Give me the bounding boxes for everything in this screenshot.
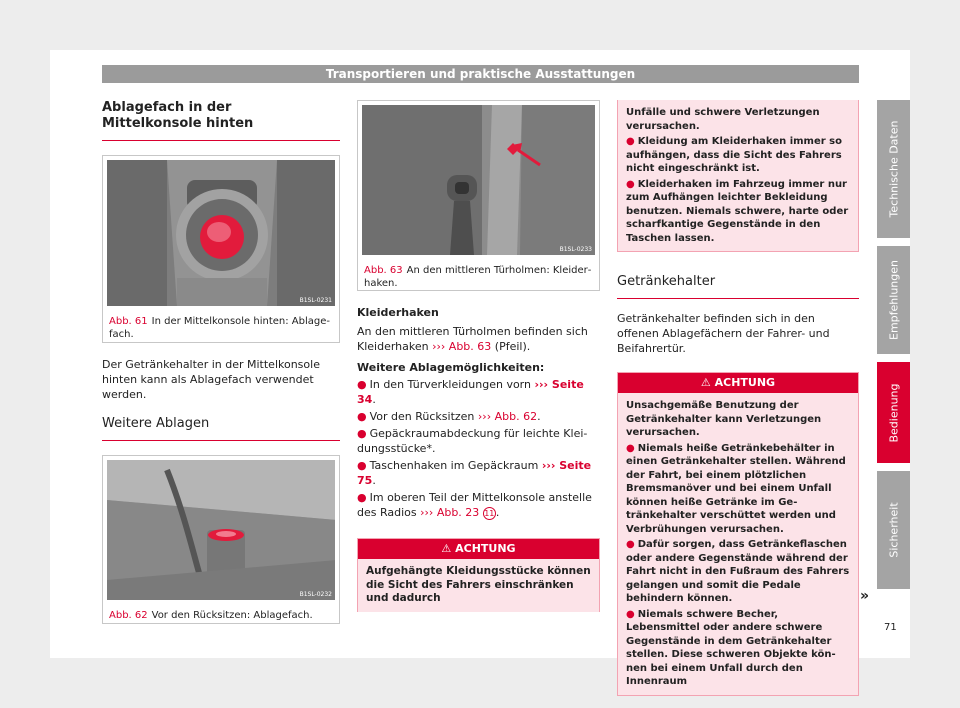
text: Im oberen Teil der Mittelkonsole anstelle des Radios bbox=[357, 491, 592, 519]
tab-sicherheit[interactable] bbox=[877, 471, 910, 589]
warning-box-continued bbox=[617, 100, 859, 252]
warning-item bbox=[626, 135, 850, 176]
tab-label: Bedienung bbox=[887, 382, 900, 443]
tab-bedienung[interactable] bbox=[877, 362, 910, 463]
text: Kleidung am Kleiderhaken immer so aufhängen, dass die Sicht des Fahrers nicht eingeschränkt ist. bbox=[626, 136, 842, 174]
warning-body: Aufgehängte Kleidungsstücke können die Sicht des Fahrers einschränken und dadurch bbox=[358, 559, 599, 612]
text: . bbox=[537, 410, 541, 423]
text: Niemals schwere Becher, Lebensmittel oder andere schwere Gegenstände in dem Getränkehalter stellen. Diese schweren Objekte können bei einem Unfall durch den Innenraum bbox=[626, 608, 836, 687]
warning-icon: ⚠ bbox=[700, 376, 711, 389]
warning-title: ACHTUNG bbox=[714, 376, 776, 389]
callout-number: 11 bbox=[484, 508, 495, 518]
reference-link[interactable]: ››› Seite 75 bbox=[357, 459, 592, 487]
warning-box bbox=[357, 538, 600, 612]
text: Niemals heiße Getränkebehälter in einen Getränkehalter stellen. Während der Fahrt, bei einem plötzlichen Bremsmanöver und bei einem Unfall können heiße Getränke im Getränkehalter verschüttet werden und Verbrühungen verursachen. bbox=[626, 442, 846, 535]
text: Vor den Rücksitzen bbox=[369, 410, 478, 423]
caption-text: Vor den Rücksitzen: Ablagefach. bbox=[151, 610, 313, 621]
figure-62 bbox=[102, 455, 340, 624]
bullet: ● bbox=[626, 539, 635, 550]
rear-seat-drawing bbox=[107, 460, 335, 600]
figure-code: B1SL-0231 bbox=[299, 297, 332, 304]
figure-61-image bbox=[107, 160, 335, 306]
list-item bbox=[357, 409, 600, 424]
subheading-kleiderhaken: Kleiderhaken bbox=[357, 306, 439, 319]
warning-item bbox=[626, 178, 850, 246]
reference-link[interactable]: ››› Abb. 23 bbox=[420, 506, 480, 519]
tab-label: Empfehlungen bbox=[887, 260, 900, 340]
bullet: ● bbox=[357, 491, 367, 504]
warning-item bbox=[626, 608, 850, 689]
list-item bbox=[357, 458, 600, 488]
reference-link[interactable]: ››› Abb. 62 bbox=[477, 410, 538, 423]
warning-item bbox=[626, 442, 850, 537]
text: An den mittleren Türholmen befinden sich Kleiderhaken bbox=[357, 325, 588, 353]
figure-code: B1SL-0233 bbox=[559, 246, 592, 253]
subheading-more: Weitere Ablagemöglichkeiten: bbox=[357, 361, 545, 374]
continue-arrow-icon: » bbox=[860, 588, 870, 604]
subheading-wrap bbox=[102, 416, 340, 441]
console-drawing bbox=[107, 160, 335, 306]
warning-item bbox=[626, 538, 850, 606]
warning-header bbox=[618, 373, 858, 393]
subheading: Weitere Ablagen bbox=[102, 416, 210, 431]
list-item bbox=[357, 377, 600, 407]
figure-62-caption bbox=[103, 604, 339, 627]
warning-box bbox=[617, 372, 859, 696]
bullet: ● bbox=[626, 178, 635, 190]
column-1 bbox=[102, 100, 340, 624]
reference-link[interactable]: ››› Seite 34 bbox=[357, 378, 584, 406]
warning-header bbox=[358, 539, 599, 559]
text: Gepäckraumabdeckung für leichte Kleidungsstücke*. bbox=[357, 427, 588, 455]
figure-63-caption bbox=[358, 259, 599, 295]
column-2 bbox=[357, 100, 600, 612]
text: In den Türverkleidungen vorn bbox=[369, 378, 535, 391]
door-pillar-drawing bbox=[362, 105, 595, 255]
reference-link[interactable]: ››› Abb. 63 bbox=[432, 340, 492, 353]
storage-list bbox=[357, 377, 600, 520]
bullet: ● bbox=[626, 608, 635, 620]
bullet: ● bbox=[357, 378, 367, 391]
text: Taschenhaken im Gepäckraum bbox=[369, 459, 542, 472]
figure-63 bbox=[357, 100, 600, 291]
list-item bbox=[357, 490, 600, 520]
bullet: ● bbox=[357, 459, 367, 472]
warning-text: Unfälle und schwere Verletzungen verursachen. bbox=[626, 107, 820, 132]
figure-label: Abb. 61 bbox=[109, 316, 148, 327]
page-header: Transportieren und praktische Ausstattungen bbox=[102, 65, 859, 83]
paragraph bbox=[357, 324, 600, 354]
tab-label: Technische Daten bbox=[887, 120, 900, 218]
caption-text: An den mittleren Türholmen: Kleiderhaken. bbox=[364, 265, 592, 289]
text: Kleiderhaken im Fahrzeug immer nur zum Aufhängen leichter Bekleidung benutzen. Niemals schwere, harte oder scharfkantige Gegenstände in den Taschen lassen. bbox=[626, 178, 849, 244]
figure-code: B1SL-0232 bbox=[299, 591, 332, 598]
text: Dafür sorgen, dass Getränkeflaschen oder andere Gegenstände während der Fahrt nicht in den Fußraum des Fahrers gelangen und somit die Pedale behindern können. bbox=[626, 539, 850, 604]
figure-63-image bbox=[362, 105, 595, 255]
figure-61-caption bbox=[103, 310, 339, 346]
column-3 bbox=[617, 100, 859, 696]
bullet: ● bbox=[626, 136, 635, 147]
text: . bbox=[372, 393, 376, 406]
warning-title: ACHTUNG bbox=[455, 542, 516, 555]
tab-technische-daten[interactable] bbox=[877, 100, 910, 238]
section-heading: Getränkehalter bbox=[617, 274, 716, 289]
page-number: 71 bbox=[884, 622, 897, 633]
paragraph: Getränkehalter befinden sich in den offenen Ablagefächern der Fahrer- und Beifahrertür. bbox=[617, 312, 830, 355]
figure-62-image bbox=[107, 460, 335, 600]
bullet: ● bbox=[626, 442, 635, 454]
figure-61 bbox=[102, 155, 340, 343]
figure-label: Abb. 62 bbox=[109, 610, 148, 621]
section-heading-wrap bbox=[617, 274, 859, 299]
tab-label: Sicherheit bbox=[887, 502, 900, 558]
bullet: ● bbox=[357, 410, 367, 423]
section-heading-wrap bbox=[102, 100, 340, 141]
text: (Pfeil). bbox=[491, 340, 531, 353]
caption-text: In der Mittelkonsole hinten: Ablagefach. bbox=[109, 316, 331, 340]
warning-body bbox=[618, 100, 858, 251]
text: . bbox=[495, 506, 500, 519]
section-heading: Ablagefach in der Mittelkonsole hinten bbox=[102, 100, 254, 131]
paragraph: Der Getränkehalter in der Mittelkonsole hinten kann als Ablagefach verwendet werden. bbox=[102, 358, 320, 401]
bullet: ● bbox=[357, 427, 367, 440]
figure-label: Abb. 63 bbox=[364, 265, 403, 276]
text: . bbox=[372, 474, 376, 487]
tab-empfehlungen[interactable] bbox=[877, 246, 910, 354]
warning-icon: ⚠ bbox=[441, 542, 452, 555]
warning-body bbox=[618, 393, 858, 695]
list-item bbox=[357, 426, 600, 456]
warning-text: Unsachgemäße Benutzung der Getränkehalter kann Verletzungen verursachen. bbox=[626, 400, 822, 438]
